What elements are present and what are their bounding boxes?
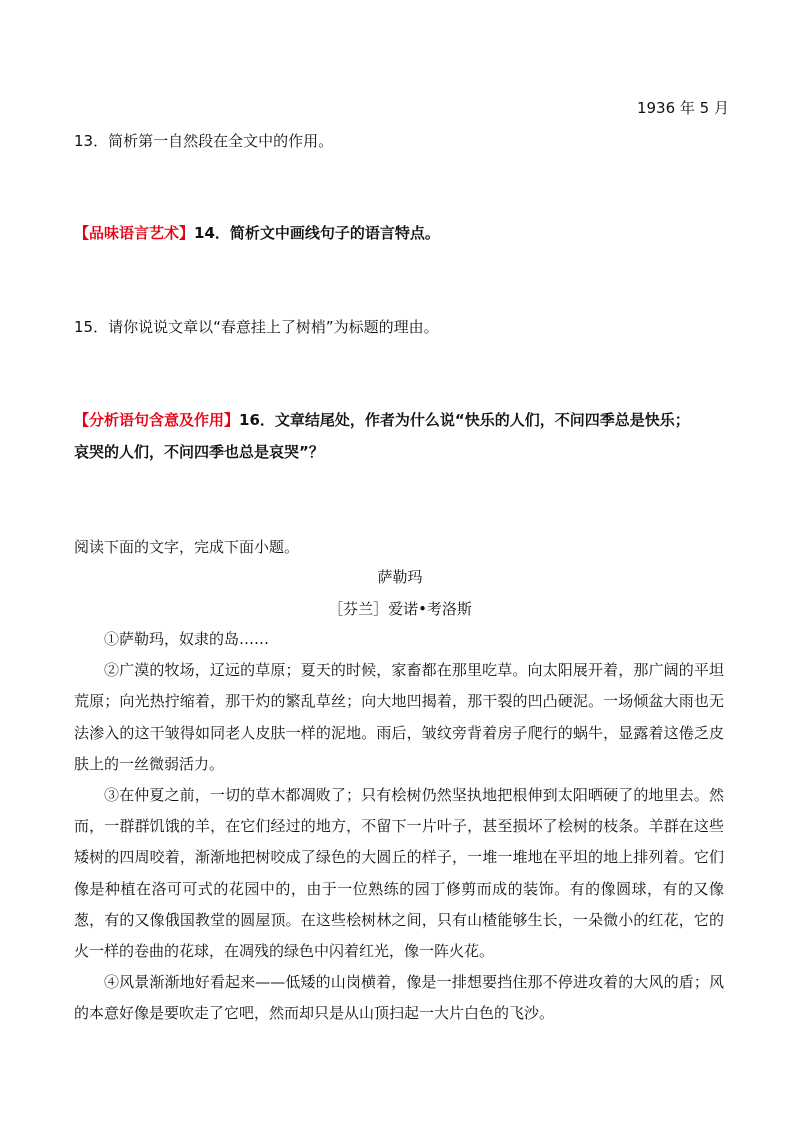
question-16-continued	[74, 441, 324, 462]
article-paragraph-4: ④风景渐渐地好看起来——低矮的山岗横着，像是一排想要挡住那不停进攻着的大风的盾；风的本意好像是要吹走了它吧，然而却只是从山顶扫起一大片白色的飞沙。	[74, 973, 724, 1023]
date-line: 1936 年 5 月	[636, 99, 729, 117]
question-13: 13．简析第一自然段在全文中的作用。	[74, 132, 334, 150]
question-16-text-line1: 16．文章结尾处，作者为什么说“快乐的人们，不问四季总是快乐；	[239, 411, 690, 429]
question-15: 15．请你说说文章以“春意挂上了树梢”为标题的理由。	[74, 318, 439, 336]
article-paragraph-1: ①萨勒玛，奴隶的岛……	[104, 630, 270, 648]
article-author: ［芬兰］爱诺•考洛斯	[328, 600, 472, 618]
question-16	[74, 409, 690, 430]
question-14-tag: 【品味语言艺术】	[74, 224, 195, 242]
article-title: 萨勒玛	[377, 568, 423, 586]
article-paragraph-3: ③在仲夏之前，一切的草木都凋败了；只有桧树仍然坚执地把根伸到太阳晒硬了的地里去。然而，一群群饥饿的羊，在它们经过的地方，不留下一片叶子，甚至损坏了桧树的枝条。羊群在这些矮树的四周咬着，渐渐地把树咬成了绿色的大圆丘的样子，一堆一堆地在平坦的地上排列着。它们像是种植在洛可可式的花园中的，由于一位熟练的园丁修剪而成的装饰。有的像圆球，有的又像葱，有的又像俄国教堂的圆屋顶。在这些桧树林之间，只有山楂能够生长，一朵微小的红花，它的火一样的卷曲的花球，在凋残的绿色中闪着红光，像一阵火花。	[74, 786, 724, 961]
question-16-tag: 【分析语句含意及作用】	[74, 411, 240, 429]
question-14-text: 14．简析文中画线句子的语言特点。	[194, 224, 440, 242]
article-body	[74, 624, 724, 1030]
article-paragraph-2: ②广漠的牧场，辽远的草原；夏天的时候，家畜都在那里吃草。向太阳展开着，那广阔的平坦荒原；向光热拧缩着，那干灼的繁乱草丝；向大地凹揭着，那干裂的凹凸硬泥。一场倾盆大雨也无法渗入的这干皱得如同老人皮肤一样的泥地。雨后，皱纹旁背着房子爬行的蜗牛，显露着这倦乏皮肤上的一丝微弱活力。	[74, 661, 724, 773]
question-14	[74, 222, 440, 243]
question-16-text-line2: 哀哭的人们，不问四季也总是哀哭”？	[74, 443, 324, 461]
reading-instruction: 阅读下面的文字，完成下面小题。	[74, 538, 300, 556]
